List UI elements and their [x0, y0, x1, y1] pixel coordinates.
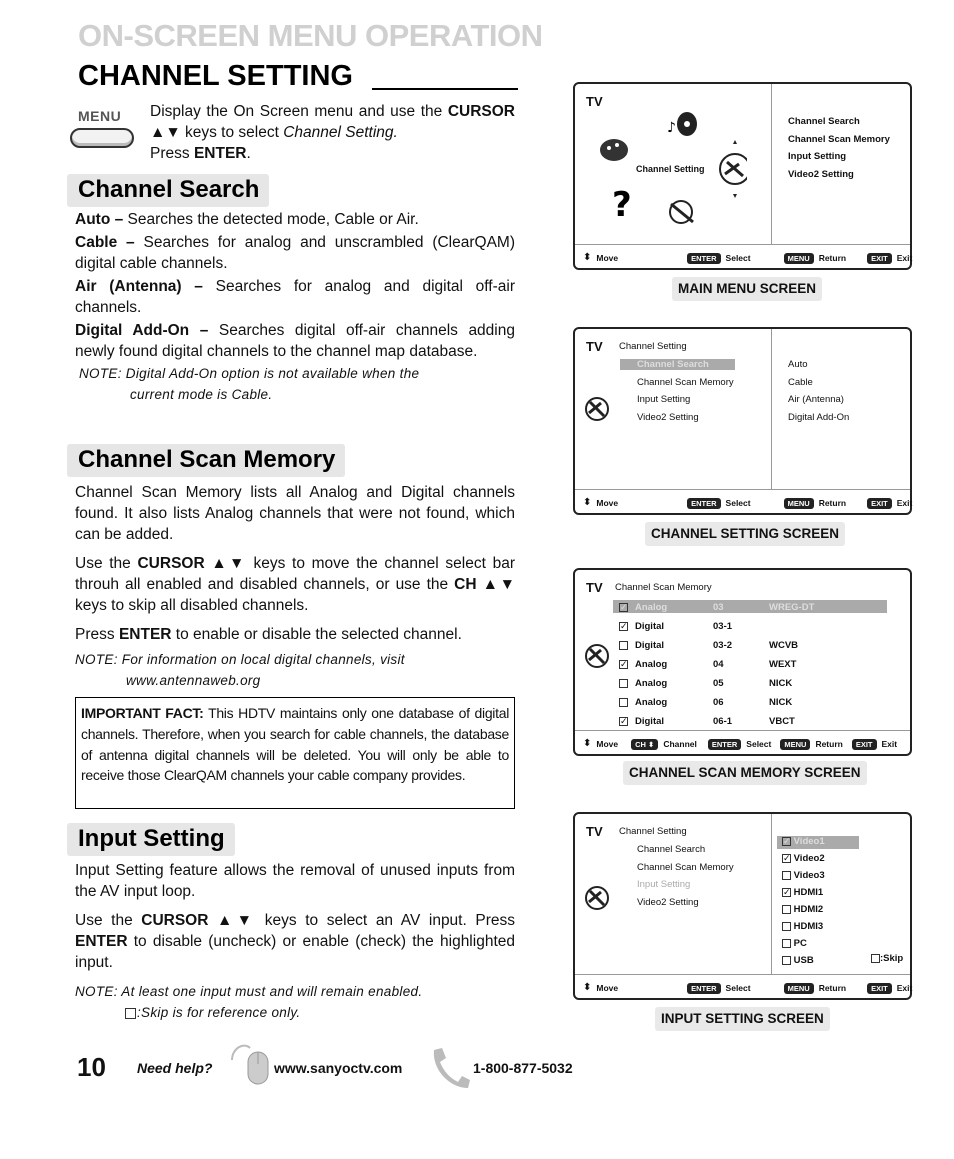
input-row: ✓ HDMI1	[783, 886, 824, 898]
row-name: WEXT	[769, 659, 797, 670]
row-type: Digital	[635, 716, 665, 727]
input-checkbox	[782, 939, 791, 948]
input-checkbox	[782, 871, 791, 880]
input-setting-footer: ⬍ Move ENTER Select MENU Return EXIT Exit	[583, 982, 913, 993]
updown-arrow-icon: ⬍	[583, 738, 592, 749]
row-type: Digital	[635, 621, 665, 632]
row-checkbox: ✓	[620, 601, 628, 612]
input-setting-heading: Input Setting	[67, 823, 235, 856]
row-checkbox: ✓	[620, 715, 628, 726]
section-title: ON-SCREEN MENU OPERATION	[78, 18, 543, 53]
satellite-dish-icon	[720, 140, 747, 198]
menu-button-icon	[70, 108, 134, 150]
row-checkbox: ✓	[620, 658, 628, 669]
channel-scan-memory-heading: Channel Scan Memory	[67, 444, 345, 477]
row-name: VBCT	[769, 716, 795, 727]
row-type: Analog	[635, 602, 668, 613]
input-row: HDMI3	[782, 921, 823, 932]
csm-note: NOTE: For information on local digital channels, visit	[75, 652, 405, 667]
input-row: Video3	[782, 870, 825, 881]
main-menu-caption: MAIN MENU SCREEN	[672, 277, 822, 301]
cs-item-air: Air (Antenna) – Searches for analog and digital off-air channels.	[75, 278, 515, 316]
row-channel: 03-1	[713, 621, 733, 632]
updown-arrow-icon: ⬍	[583, 497, 592, 508]
phone-icon	[428, 1046, 470, 1088]
row-checkbox	[619, 640, 628, 651]
phone-number: 1-800-877-5032	[473, 1060, 573, 1076]
row-channel: 03-2	[713, 640, 733, 651]
row-type: Analog	[635, 697, 668, 708]
palette-icon	[600, 139, 628, 161]
input-row: ✓ Video2	[783, 852, 825, 864]
important-fact-box: IMPORTANT FACT: This HDTV maintains only one database of digital channels. Therefore, when you search for cable channels, the database of antenna digital channels will be deleted. You will only be able to receive those ClearQAM channels your cable company provides.	[75, 697, 515, 809]
row-type: Analog	[635, 678, 668, 689]
channel-scan-memory-screen: TV Channel Scan Memory ✓ Analog 03 WREG-DT ✓ Digital 03-1 Digital 03-2 WCVB ✓ Analog 04 WEXT Analog 05 NICK Analog 06 NICK ✓ Digital 06-1 VBCT ⬍ Move CH ⬍ Channel ENTER Select MENU Return EXIT Exit	[573, 568, 912, 756]
is-note: NOTE: At least one input must and will remain enabled.	[75, 984, 423, 999]
row-name: NICK	[769, 678, 793, 689]
input-setting-body: Input Setting feature allows the removal of unused inputs from the AV input loop. Use the CURSOR ▲▼ keys to select an AV input. Press ENTER to disable (uncheck) or enable (check) the highlighted input. NOTE: At least one input must and will remain enabled. :Skip is for reference only.	[75, 862, 515, 1020]
mouse-icon	[228, 1040, 272, 1086]
page-number: 10	[77, 1052, 106, 1082]
row-channel: 04	[713, 659, 724, 670]
input-row: PC	[782, 938, 807, 949]
row-channel: 05	[713, 678, 724, 689]
need-help-label: Need help?	[137, 1060, 213, 1076]
skip-box-icon	[871, 954, 880, 963]
input-checkbox	[782, 956, 791, 965]
skip-box-icon	[125, 1008, 136, 1019]
scan-memory-caption: CHANNEL SCAN MEMORY SCREEN	[623, 761, 867, 785]
main-menu-screen: TV ♪ ? Channel Setting Channel Search Channel Scan Memory Input Setting Video2 Setting ⬍ Move ENTER Select MENU Return EXIT Exit	[573, 82, 912, 270]
updown-arrow-icon: ⬍	[583, 982, 592, 993]
title-rule	[372, 88, 518, 90]
row-type: Analog	[635, 659, 668, 670]
input-row: USB	[782, 955, 814, 966]
website-link[interactable]: www.sanyoctv.com	[274, 1060, 403, 1076]
input-setting-screen: TV Channel Setting Channel Search Channel Scan Memory Input Setting Video2 Setting ✓ Video1 ✓ Video2 Video3 ✓ HDMI1 HDMI2 HDMI3 PC USB :Skip ⬍ Move ENTER Select MENU Return EXIT Exit	[573, 812, 912, 1000]
input-row: HDMI2	[782, 904, 823, 915]
cs-item-auto: Auto – Searches the detected mode, Cable or Air.	[75, 211, 419, 228]
channel-search-body: Auto – Searches the detected mode, Cable or Air. Cable – Searches for analog and unscrambled (ClearQAM) digital cable channels. Air (Antenna) – Searches for analog and digital off-air channels. Digital Add-On – Searches digital off-air channels adding newly found digital channels to the channel map database. NOTE: Digital Add-On option is not available when the current mode is Cable.	[75, 211, 515, 402]
row-checkbox	[619, 678, 628, 689]
satellite-dish-icon	[583, 642, 611, 672]
question-icon	[612, 185, 632, 225]
menu-button-label: MENU	[78, 108, 122, 124]
page-title: CHANNEL SETTING	[78, 60, 353, 92]
wrench-globe-icon	[670, 201, 693, 223]
input-checkbox: ✓	[783, 835, 791, 846]
channel-scan-memory-body: Channel Scan Memory lists all Analog and Digital channels found. It also lists Analog channels that were not found, which can be added. Use the CURSOR ▲▼ keys to move the channel select bar throuh all enabled and disabled channels, or use the CH ▲▼ keys to skip all disabled channels. Press ENTER to enable or disable the selected channel. NOTE: For information on local digital channels, visit www.antennaweb.org	[75, 484, 515, 688]
row-name: WCVB	[769, 640, 799, 651]
music-icon	[667, 112, 697, 136]
row-checkbox	[619, 697, 628, 708]
channel-setting-screen: TV Channel Setting Channel Search Channel Scan Memory Input Setting Video2 Setting Auto Cable Air (Antenna) Digital Add-On ⬍ Move ENTER Select MENU Return EXIT Exit	[573, 327, 912, 515]
row-checkbox: ✓	[620, 620, 628, 631]
main-menu-footer: ⬍ Move ENTER Select MENU Return EXIT Exit	[583, 252, 913, 263]
updown-arrow-icon: ⬍	[583, 252, 592, 263]
row-channel: 06	[713, 697, 724, 708]
row-channel: 06-1	[713, 716, 733, 727]
channel-setting-footer: ⬍ Move ENTER Select MENU Return EXIT Exit	[583, 497, 913, 508]
input-checkbox: ✓	[783, 886, 791, 897]
input-setting-caption: INPUT SETTING SCREEN	[655, 1007, 830, 1031]
intro-text: Display the On Screen menu and use the CURSOR ▲▼ keys to select Channel Setting. Press ENTER.	[150, 103, 515, 162]
channel-setting-caption: CHANNEL SETTING SCREEN	[645, 522, 845, 546]
row-name: NICK	[769, 697, 793, 708]
svg-text:♪: ♪	[667, 120, 676, 136]
svg-text:?: ?	[612, 185, 632, 225]
input-checkbox	[782, 922, 791, 931]
cs-note: NOTE: Digital Add-On option is not available when the	[79, 366, 420, 381]
satellite-dish-icon	[583, 395, 611, 425]
scan-memory-footer: ⬍ Move CH ⬍ Channel ENTER Select MENU Return EXIT Exit	[583, 738, 898, 749]
cs-item-digital: Digital Add-On – Searches digital off-air channels adding newly found digital channels to the channel map database.	[75, 322, 515, 360]
cs-item-cable: Cable – Searches for analog and unscrambled (ClearQAM) digital cable channels.	[75, 234, 515, 272]
channel-search-heading: Channel Search	[67, 174, 269, 207]
input-checkbox	[782, 905, 791, 914]
input-row: ✓ Video1	[783, 835, 825, 847]
row-channel: 03	[713, 602, 724, 613]
input-checkbox: ✓	[783, 852, 791, 863]
row-type: Digital	[635, 640, 665, 651]
satellite-dish-icon	[583, 884, 611, 914]
row-name: WREG-DT	[769, 602, 815, 613]
